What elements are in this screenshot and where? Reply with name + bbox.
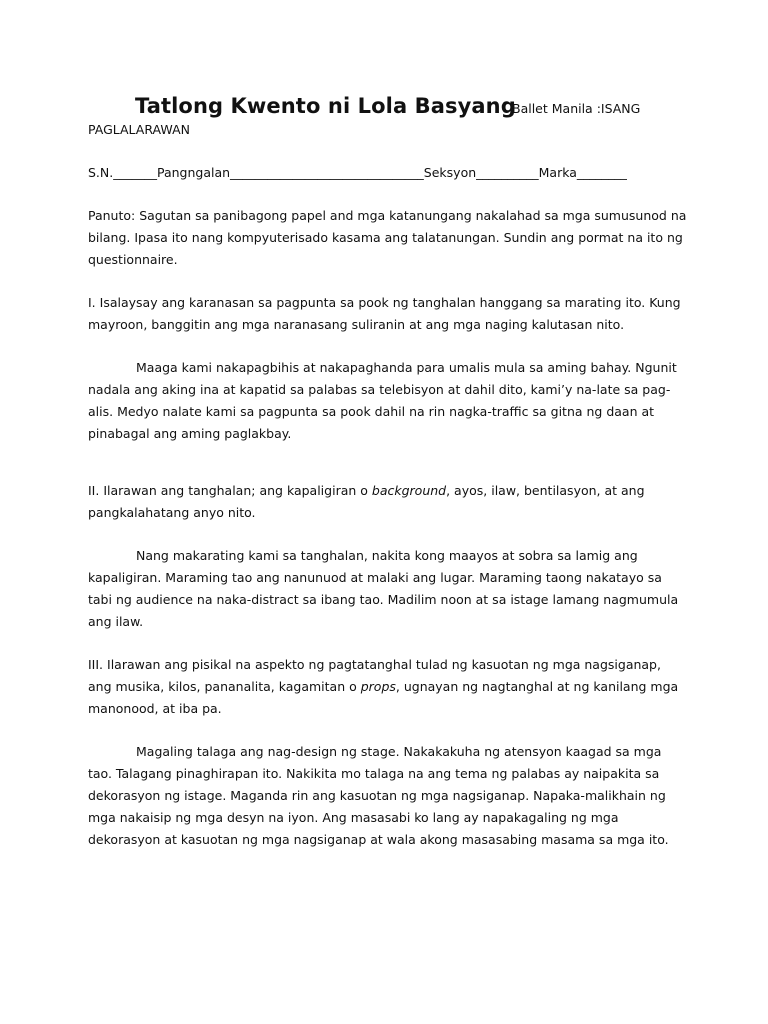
- question-3: [88, 654, 688, 720]
- question-2: [88, 480, 688, 524]
- question-2-italic-term: background: [371, 483, 447, 498]
- student-info-fields: S.N._______Pangngalan_______________________________Seksyon__________Marka________: [88, 165, 627, 180]
- document-title: Tatlong Kwento ni Lola Basyang: [135, 94, 516, 118]
- document-subtitle-continuation: PAGLALARAWAN: [88, 122, 190, 137]
- instructions-paragraph: Panuto: Sagutan sa panibagong papel and mga katanungang nakalahad sa mga sumusunod na bilang. Ipasa ito nang kompyuterisado kasama ang talatanungan. Sundin ang pormat na ito ng questionnaire.: [88, 208, 687, 267]
- question-3-text-start: III. Ilarawan ang pisikal na aspekto ng pagtatanghal tulad ng kasuotan ng mga nagsiganap, ang musika, kilos, pananalita, kagamitan o: [88, 657, 661, 694]
- answer-2: Nang makarating kami sa tanghalan, nakita kong maayos at sobra sa lamig ang kapaligiran. Maraming tao ang nanunuod at malaki ang lugar. Maraming taong nakatayo sa tabi ng audience na naka-distract sa ibang tao. Madilim noon at sa istage lamang nagmumula ang ilaw.: [88, 548, 679, 629]
- answer-1: Maaga kami nakapagbihis at nakapaghanda para umalis mula sa aming bahay. Ngunit nadala ang aking ina at kapatid sa palabas sa telebisyon at dahil dito, kami’y na-late sa pag-alis. Medyo nalate kami sa pagpunta sa pook dahil na rin nagka-traffic sa gitna ng daan at pinabagal ang aming paglakbay.: [88, 360, 677, 441]
- question-3-text-end: , ugnayan ng nagtanghal at ng kanilang mga manonood, at iba pa.: [88, 679, 679, 716]
- question-3-italic-term: props: [360, 679, 396, 694]
- question-2-text-end: , ayos, ilaw, bentilasyon, at ang pangkalahatang anyo nito.: [88, 483, 645, 520]
- answer-3: Magaling talaga ang nag-design ng stage. Nakakakuha ng atensyon kaagad sa mga tao. Talagang pinaghirapan ito. Nakikita mo talaga na ang tema ng palabas ay naipakita sa dekorasyon ng istage. Maganda rin ang kasuotan ng mga nagsiganap. Napaka-malikhain ng mga nakaisip ng mga desyn na iyon. Ang masasabi ko lang ay napakagaling ng mga dekorasyon at kasuotan ng mga nagsiganap at wala akong masasabing masama sa mga ito.: [88, 744, 669, 847]
- document-subtitle: Ballet Manila :ISANG: [512, 101, 641, 116]
- question-2-text-start: II. Ilarawan ang tanghalan; ang kapaligiran o: [88, 483, 372, 498]
- question-1: I. Isalaysay ang karanasan sa pagpunta sa pook ng tanghalan hanggang sa marating ito. Kung mayroon, banggitin ang mga naranasang suliranin at ang mga naging kalutasan nito.: [88, 295, 681, 332]
